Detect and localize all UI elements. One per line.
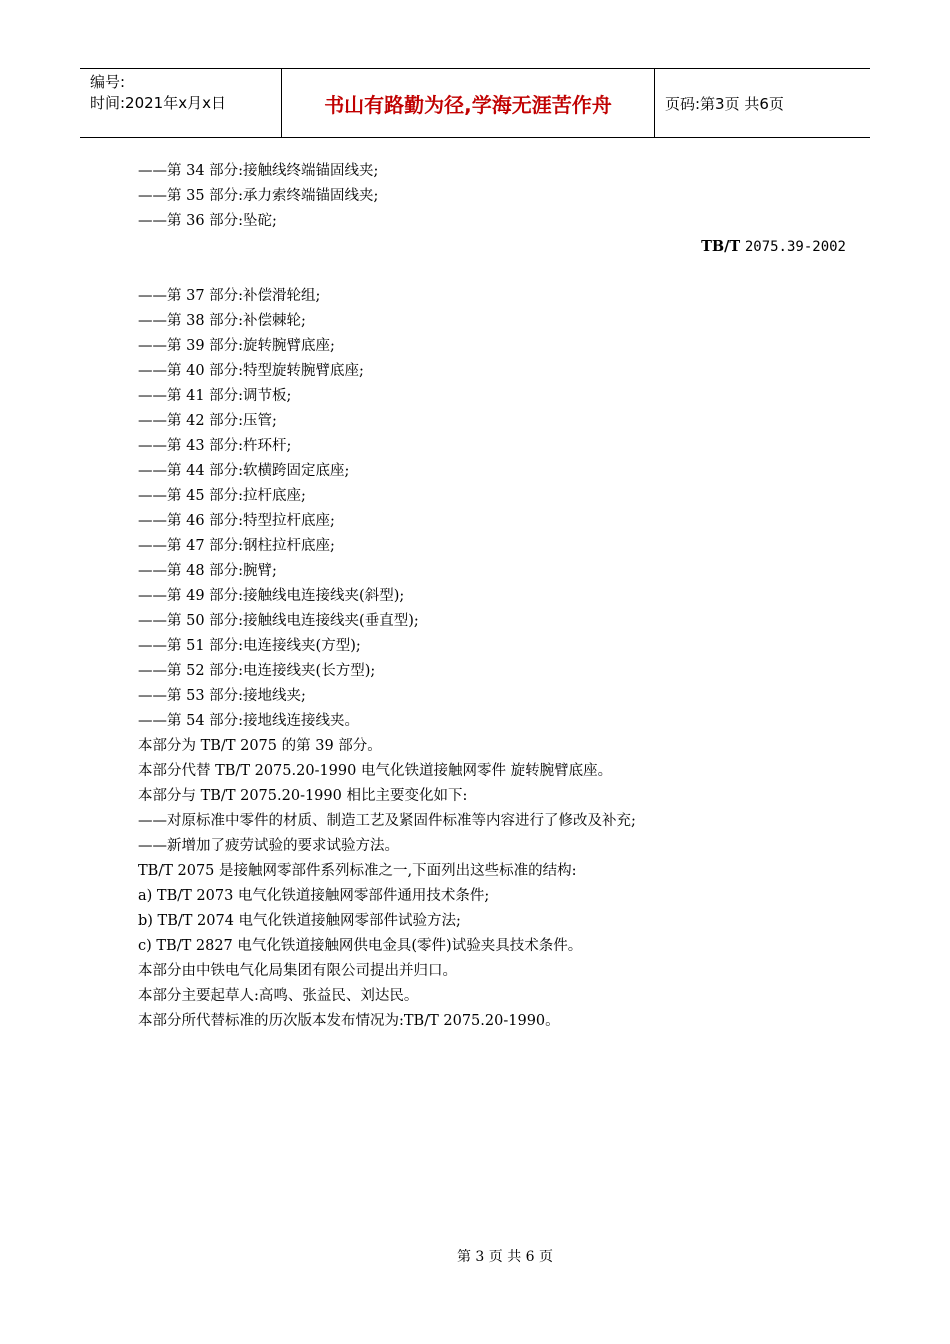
list-item: ——第 34 部分:接触线终端锚固线夹; (138, 163, 379, 179)
page-footer: 第 3 页 共 6 页 (456, 1249, 554, 1265)
list-item: ——第 48 部分:腕臂; (138, 563, 277, 579)
body-paragraph: c) TB/T 2827 电气化铁道接触网供电金具(零件)试验夹具技术条件。 (138, 938, 583, 954)
number-label: 编号: (90, 73, 126, 91)
list-item: ——第 53 部分:接地线夹; (138, 688, 306, 704)
spacer (138, 259, 858, 284)
list-item: ——第 50 部分:接触线电连接线夹(垂直型); (138, 613, 419, 629)
list-item: ——第 38 部分:补偿棘轮; (138, 313, 306, 329)
list-item: ——第 43 部分:杵环杆; (138, 438, 292, 454)
header-meta (80, 69, 282, 137)
list-item: ——第 42 部分:压管; (138, 413, 277, 429)
body-paragraph: 本部分所代替标准的历次版本发布情况为:TB/T 2075.20-1990。 (138, 1013, 560, 1029)
list-item: ——第 49 部分:接触线电连接线夹(斜型); (138, 588, 405, 604)
document-body (138, 159, 858, 1034)
list-item: ——第 40 部分:特型旋转腕臂底座; (138, 363, 364, 379)
page-header (80, 68, 870, 138)
list-item: ——第 51 部分:电连接线夹(方型); (138, 638, 361, 654)
list-item: ——第 47 部分:钢柱拉杆底座; (138, 538, 335, 554)
list-item: ——第 45 部分:拉杆底座; (138, 488, 306, 504)
body-paragraph: 本部分由中铁电气化局集团有限公司提出并归口。 (138, 963, 457, 979)
body-paragraph: ——新增加了疲劳试验的要求试验方法。 (138, 838, 399, 854)
list-item: ——第 54 部分:接地线连接线夹。 (138, 713, 360, 729)
body-paragraph: 本部分为 TB/T 2075 的第 39 部分。 (138, 738, 382, 754)
time-label: 时间:2021年x月x日 (90, 94, 226, 112)
body-paragraph: a) TB/T 2073 电气化铁道接触网零部件通用技术条件; (138, 888, 490, 904)
list-item: ——第 36 部分:坠砣; (138, 213, 277, 229)
body-paragraph: TB/T 2075 是接触网零部件系列标准之一,下面列出这些标准的结构: (138, 863, 577, 879)
standard-code-number: 2075.39-2002 (744, 239, 846, 255)
list-item: ——第 52 部分:电连接线夹(长方型); (138, 663, 376, 679)
body-paragraph: b) TB/T 2074 电气化铁道接触网零部件试验方法; (138, 913, 461, 929)
header-motto: 书山有路勤为径,学海无涯苦作舟 (282, 69, 655, 137)
list-item: ——第 35 部分:承力索终端锚固线夹; (138, 188, 379, 204)
standard-code-prefix: TB/T (701, 238, 741, 255)
list-item: ——第 46 部分:特型拉杆底座; (138, 513, 335, 529)
body-paragraph: 本部分代替 TB/T 2075.20-1990 电气化铁道接触网零件 旋转腕臂底座。 (138, 763, 613, 779)
list-item: ——第 37 部分:补偿滑轮组; (138, 288, 321, 304)
body-paragraph: 本部分与 TB/T 2075.20-1990 相比主要变化如下: (138, 788, 468, 804)
body-paragraph: 本部分主要起草人:高鸣、张益民、刘达民。 (138, 988, 419, 1004)
body-paragraph: ——对原标准中零件的材质、制造工艺及紧固件标准等内容进行了修改及补充; (138, 813, 636, 829)
standard-code (138, 234, 858, 259)
list-item: ——第 41 部分:调节板; (138, 388, 292, 404)
header-page-label: 页码:第3页 共6页 (665, 94, 784, 113)
list-item: ——第 44 部分:软横跨固定底座; (138, 463, 350, 479)
list-item: ——第 39 部分:旋转腕臂底座; (138, 338, 335, 354)
